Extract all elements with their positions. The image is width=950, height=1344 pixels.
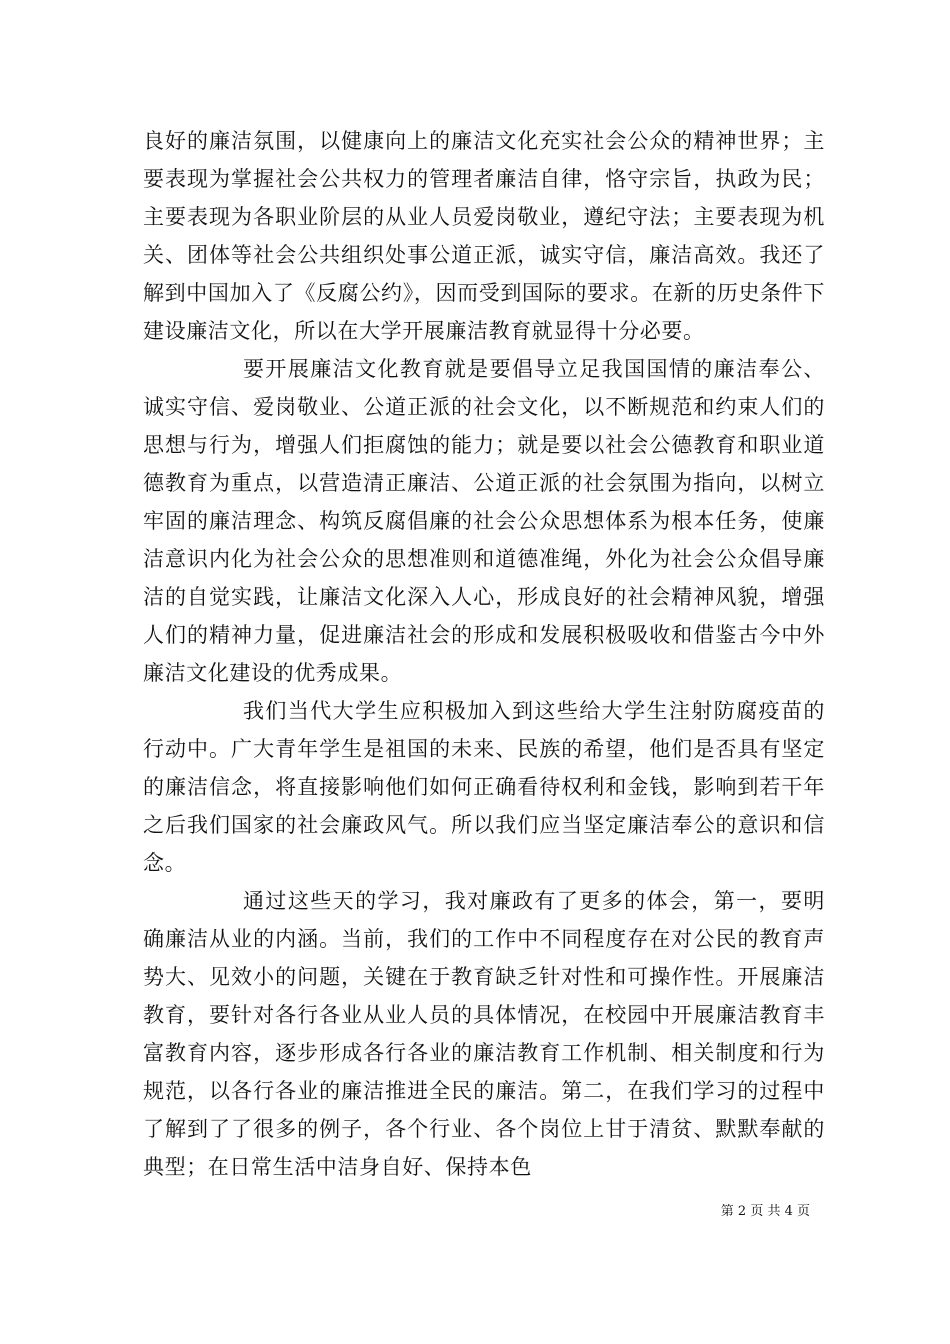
paragraph-1: 良好的廉洁氛围，以健康向上的廉洁文化充实社会公众的精神世界；主要表现为掌握社会公共权力的管理者廉洁自律，恪守宗旨，执政为民；主要表现为各职业阶层的从业人员爱岗敬业，遵纪守法；主要表现为机关、团体等社会公共组织处事公道正派，诚实守信，廉洁高效。我还了解到中国加入了《反腐公约》，因而受到国际的要求。在新的历史条件下建设廉洁文化，所以在大学开展廉洁教育就显得十分必要。 xyxy=(143,129,825,343)
document-body xyxy=(143,122,825,1186)
paragraph-4: 通过这些天的学习，我对廉政有了更多的体会，第一，要明确廉洁从业的内涵。当前，我们的工作中不同程度存在对公民的教育声势大、见效小的问题，关键在于教育缺乏针对性和可操作性。开展廉洁教育，要针对各行各业从业人员的具体情况，在校园中开展廉洁教育丰富教育内容，逐步形成各行各业的廉洁教育工作机制、相关制度和行为规范，以各行各业的廉洁推进全民的廉洁。第二，在我们学习的过程中了解到了了很多的例子，各个行业、各个岗位上甘于清贫、默默奉献的典型；在日常生活中洁身自好、保持本色 xyxy=(143,889,825,1179)
page-number-footer: 第 2 页 共 4 页 xyxy=(720,1204,810,1219)
paragraph-3: 我们当代大学生应积极加入到这些给大学生注射防腐疫苗的行动中。广大青年学生是祖国的未来、民族的希望，他们是否具有坚定的廉洁信念，将直接影响他们如何正确看待权利和金钱，影响到若干年之后我们国家的社会廉政风气。所以我们应当坚定廉洁奉公的意识和信念。 xyxy=(143,699,825,875)
paragraph-2: 要开展廉洁文化教育就是要倡导立足我国国情的廉洁奉公、诚实守信、爱岗敬业、公道正派的社会文化，以不断规范和约束人们的思想与行为，增强人们拒腐蚀的能力；就是要以社会公德教育和职业道德教育为重点，以营造清正廉洁、公道正派的社会氛围为指向，以树立牢固的廉洁理念、构筑反腐倡廉的社会公众思想体系为根本任务，使廉洁意识内化为社会公众的思想准则和道德准绳，外化为社会公众倡导廉洁的自觉实践，让廉洁文化深入人心，形成良好的社会精神风貌，增强人们的精神力量，促进廉洁社会的形成和发展积极吸收和借鉴古今中外廉洁文化建设的优秀成果。 xyxy=(143,357,825,685)
